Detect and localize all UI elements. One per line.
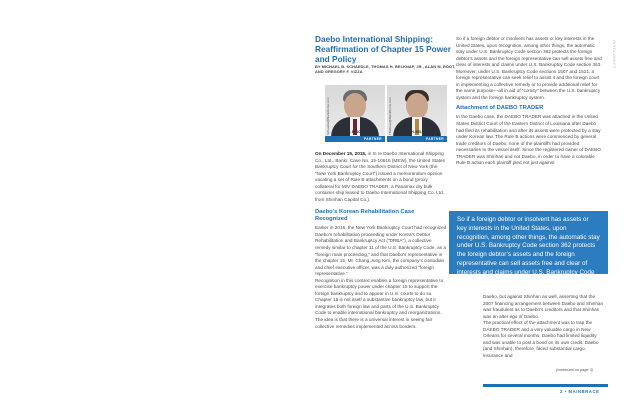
left-column <box>315 151 447 330</box>
section-heading: Attachment of DAEBO TRADER <box>456 105 544 112</box>
author-role-bar: PARTNER <box>387 136 447 142</box>
footer-rule <box>483 384 608 387</box>
right-column-bottom <box>483 294 604 359</box>
author-role-bar: PARTNER <box>325 136 385 142</box>
body-paragraph: So if a foreign debtor or insolvent has assets or key interests in the United States, upon recognition, among other things, the automatic stay under U.S. Bankruptcy Code section 362 protects the foreign debtor’s assets and the foreign representative can sell assets free and clear of interests and claims under U.S. Bankruptcy Code section 363. Moreover, under U.S. Bankruptcy Code sections 1507 and 1521, a foreign representative can seek relief to assist it and the foreign court in implementing a collective remedy or to provide additional relief for the same purpose—all in aid of “comity” between the U.S. bankruptcy system and the foreign bankruptcy system. <box>456 36 602 100</box>
page-footer: 2 • MAINBRACE <box>560 389 600 394</box>
intro-text: in In re Daebo International Shipping Co., Ltd., Bankr. Case No. 15-10616 (MEW), the United States Bankruptcy Court for the Southern District of New York (the “New York Bankruptcy Court”) issued a memorandum opinion vacating a set of Rule B attachments on a bond (proxy collateral for M/V DAEBO TRADER, a Panamax dry bulk container ship leased to Daebo International Shipping Co. Ltd. from Shinhan Capital Co.). <box>315 151 446 202</box>
face-shape <box>406 93 428 119</box>
body-paragraph: Earlier in 2015, the New York Bankruptcy Court had recognized Daebo’s rehabilitation proceeding under Korea’s Debtor Rehabilitation and Bankruptcy Act (“DRBA”), a collective remedy similar to chapter 11 of the U.S. Bankruptcy Code, as a “foreign main proceeding,” and that Daebo’s representative in the chapter 15, Mr. Chang Jung Kim, the company’s custodian and chief executive officer, was a duly authorized “foreign representative.” <box>315 225 447 277</box>
intro-paragraph <box>315 151 447 203</box>
article-byline: BY MICHAEL B. SCHAEDLE, THOMAS H. BELKNAP, JR., ALAN M. ROOT, AND GREGORY F. VIZZA <box>315 64 456 75</box>
body-paragraph: In the Daebo case, the DAEBO TRADER was attached in the United States District Court of the Eastern District of Louisiana after Daebo had filed its rehabilitation and after its assets were protected by a stay under Korean law. The Rule B actions were commenced by general trade creditors of Daebo; none of the plaintiffs had provided necessaries to the vessel itself. Since the registered owner of DAEBO TRADER was Shinhan and not Daebo, in order to have a colorable Rule B action each plaintiff pled not just against <box>456 114 601 166</box>
side-section-label: INSOLVENCY <box>612 40 616 69</box>
right-column-top <box>456 36 604 167</box>
article-title: Daebo International Shipping: Reaffirmation of Chapter 15 Power and Policy <box>315 34 452 64</box>
body-paragraph: Recognition in this context enables a foreign representative to exercise bankruptcy power under chapter 15 to support the foreign bankruptcy and to appear in U.S. courts to do so. Chapter 15 is not itself a substantive bankruptcy law, but it integrates both foreign law and parts of the U.S. Bankruptcy Code to enable international bankruptcy and reorganizations. The idea is that there is a universal interest in seeing fair collective remedies implemented across borders. <box>315 277 444 329</box>
author-name: THOMAS H. BELKNAP, JR. <box>396 130 438 134</box>
continued-note: (continued on page 3) <box>556 368 593 372</box>
author-photos <box>315 85 447 145</box>
section-heading: Daebo’s Korean Rehabilitation Case Recognized <box>315 209 415 223</box>
face-shape <box>344 93 366 119</box>
intro-date: On December 15, 2015, <box>315 151 367 156</box>
pull-quote: So if a foreign debtor or insolvent has assets or key interests in the United States, upon recognition, among other things, the automatic stay under U.S. Bankruptcy Code section 362 protects the foreign debtor’s assets and the foreign representative can sell assets free and clear of interests and claims under U.S. Bankruptcy Code section 363. <box>449 211 608 274</box>
body-paragraph: The practical effect of the attachment was to trap the DAEBO TRADER and a very valuable cargo in New Orleans for several months. Daebo had limited liquidity and was unable to post a bond on its own credit. Daebo (and Shinhan), therefore, faced substantial cargo, insurance and <box>483 320 599 358</box>
body-paragraph: Daebo, but against Shinhan as well, asserting that the 2007 financing arrangement between Daebo and Shinhan was fraudulent as to Daebo’s creditors and that Shinhan was an alter ego of Daebo. <box>483 294 604 319</box>
author-email[interactable]: Schaedle@BlankRome.com <box>326 97 330 135</box>
author-name: MICHAEL B. SCHAEDLE <box>335 130 375 134</box>
author-email[interactable]: TBelknap@BlankRome.com <box>388 97 392 135</box>
